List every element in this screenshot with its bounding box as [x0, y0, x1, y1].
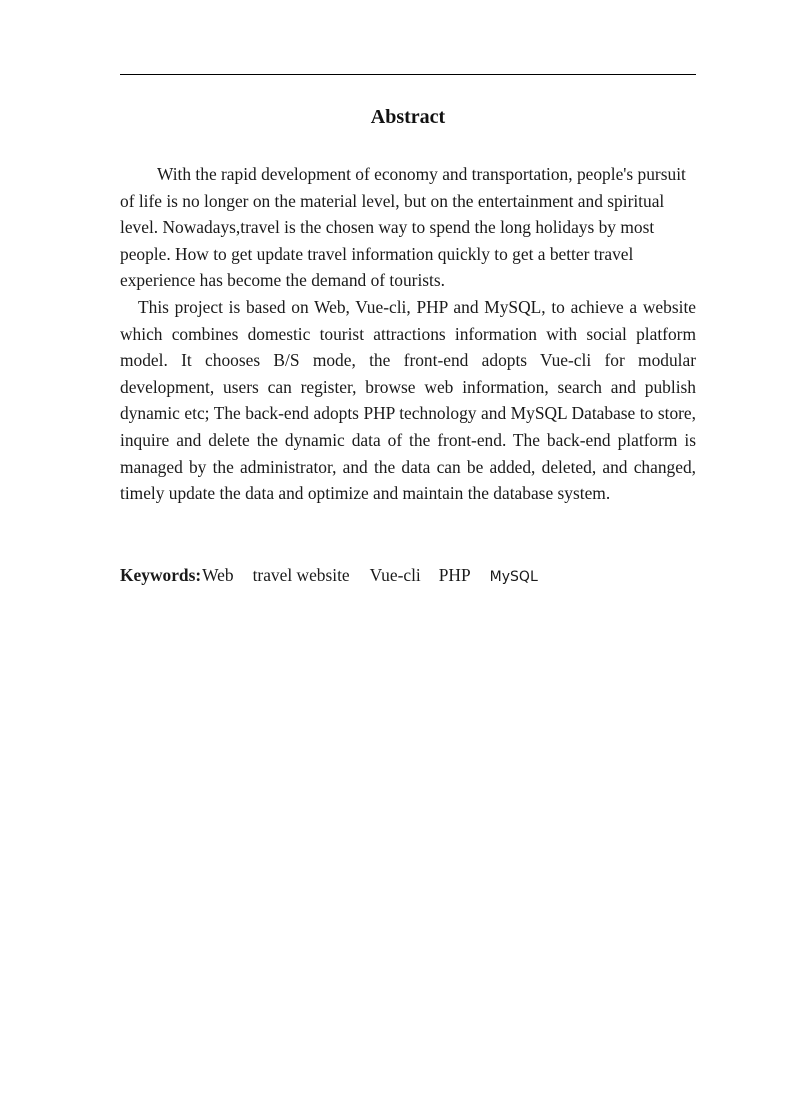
- keyword-item: MySQL: [489, 569, 538, 585]
- keyword-item: travel website: [252, 565, 350, 585]
- keyword-item: Vue-cli: [369, 565, 421, 585]
- keyword-item: PHP: [438, 565, 471, 585]
- abstract-paragraph-2: This project is based on Web, Vue-cli, PHP and MySQL, to achieve a website which combines domestic tourist attractions information with social platform model. It chooses B/S mode, the front-end adopts Vue-cli for modular development, users can register, browse web information, search and publish dynamic etc; The back-end adopts PHP technology and MySQL Database to store, inquire and delete the dynamic data of the front-end. The back-end platform is managed by the administrator, and the data can be added, deleted, and changed, timely update the data and optimize and maintain the database system.: [120, 297, 696, 504]
- abstract-title: Abstract: [370, 106, 446, 128]
- keywords-line: [120, 562, 696, 590]
- keywords-label: Keywords:: [120, 565, 202, 585]
- header-rule: [120, 74, 696, 75]
- keyword-item: Web: [202, 565, 234, 585]
- abstract-paragraph-1: With the rapid development of economy and transportation, people's pursuit of life is no longer on the material level, but on the entertainment and spiritual level. Nowadays,travel is the chosen way to spend the long holidays by most people. How to get update travel information quickly to get a better travel experience has become the demand of tourists.: [120, 164, 686, 291]
